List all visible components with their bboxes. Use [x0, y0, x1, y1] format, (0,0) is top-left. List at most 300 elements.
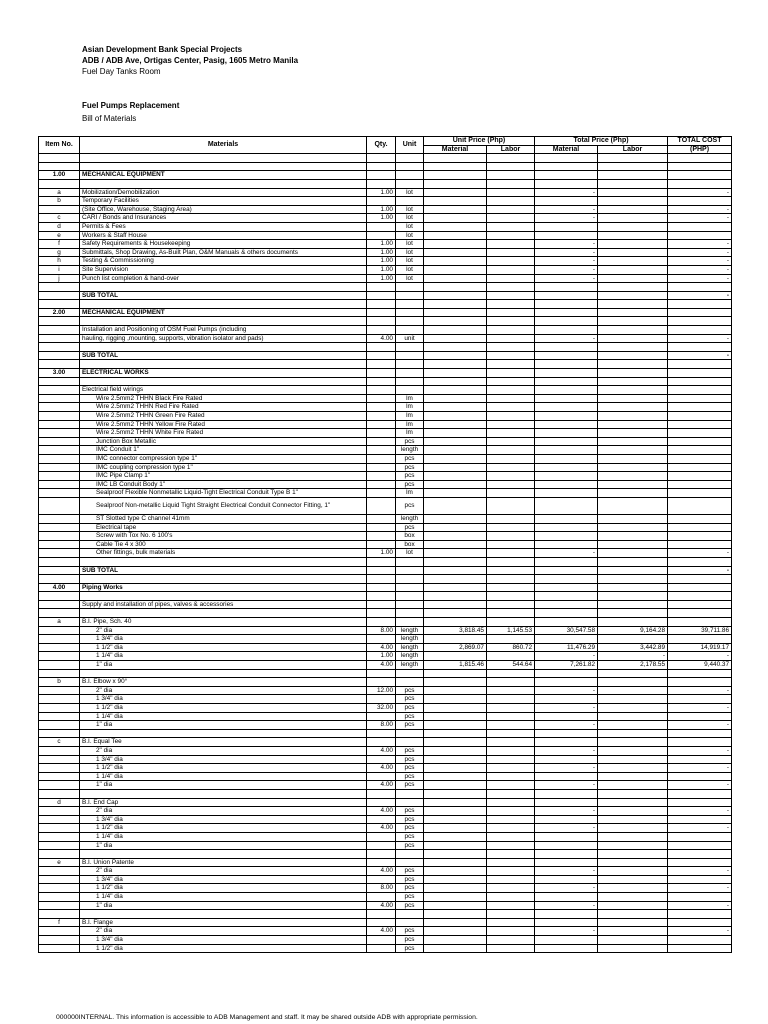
- unit-cell: lot: [396, 231, 424, 240]
- blank-row: [39, 609, 732, 618]
- total-labor-cell: [598, 901, 668, 910]
- unit-material-price-cell: [424, 789, 487, 798]
- table-row: [39, 171, 732, 180]
- table-body: [39, 154, 732, 953]
- unit-material-price-cell: [424, 609, 487, 618]
- total-labor-cell: [598, 807, 668, 816]
- qty-cell: [367, 429, 396, 438]
- total-cost-cell: [668, 600, 732, 609]
- total-cost-cell: 39,711.86: [668, 626, 732, 635]
- item-no-cell: [39, 635, 80, 644]
- unit-cell: [396, 197, 424, 206]
- blank-row: [39, 317, 732, 326]
- total-material-cell: [535, 798, 598, 807]
- qty-cell: [367, 351, 396, 360]
- unit-labor-price-cell: [487, 351, 535, 360]
- table-row: [39, 222, 732, 231]
- total-material-cell: [535, 308, 598, 317]
- blank-row: [39, 729, 732, 738]
- material-cell: 1 3/4" dia: [80, 875, 367, 884]
- material-cell: [80, 729, 367, 738]
- unit-labor-price-cell: [487, 738, 535, 747]
- total-cost-cell: [668, 454, 732, 463]
- item-no-cell: i: [39, 265, 80, 274]
- total-cost-cell: -: [668, 764, 732, 773]
- unit-labor-price-cell: [487, 583, 535, 592]
- qty-cell: [367, 841, 396, 850]
- qty-cell: [367, 755, 396, 764]
- total-material-cell: [535, 918, 598, 927]
- material-cell: SUB TOTAL: [80, 291, 367, 300]
- total-cost-cell: [668, 893, 732, 902]
- total-cost-cell: [668, 463, 732, 472]
- unit-material-price-cell: [424, 910, 487, 919]
- qty-cell: [367, 798, 396, 807]
- total-material-cell: [535, 712, 598, 721]
- unit-material-price-cell: [424, 824, 487, 833]
- unit-cell: length: [396, 446, 424, 455]
- material-cell: SUB TOTAL: [80, 351, 367, 360]
- total-labor-cell: [598, 377, 668, 386]
- table-row: [39, 867, 732, 876]
- total-cost-cell: -: [668, 188, 732, 197]
- material-cell: [80, 317, 367, 326]
- qty-cell: 1.00: [367, 240, 396, 249]
- qty-cell: [367, 532, 396, 541]
- total-cost-cell: [668, 360, 732, 369]
- unit-cell: [396, 600, 424, 609]
- header-item-no: Item No.: [39, 137, 80, 154]
- table-row: [39, 532, 732, 541]
- item-no-cell: [39, 600, 80, 609]
- item-no-cell: [39, 729, 80, 738]
- unit-material-price-cell: [424, 901, 487, 910]
- unit-labor-price-cell: [487, 841, 535, 850]
- material-cell: [80, 179, 367, 188]
- table-row: [39, 944, 732, 953]
- unit-material-price-cell: [424, 635, 487, 644]
- qty-cell: [367, 171, 396, 180]
- total-labor-cell: [598, 188, 668, 197]
- total-labor-cell: [598, 154, 668, 163]
- unit-material-price-cell: [424, 738, 487, 747]
- unit-cell: pcs: [396, 867, 424, 876]
- item-no-cell: [39, 704, 80, 713]
- total-cost-cell: [668, 575, 732, 584]
- unit-material-price-cell: [424, 532, 487, 541]
- table-row: [39, 893, 732, 902]
- table-row: [39, 386, 732, 395]
- unit-labor-price-cell: [487, 446, 535, 455]
- table-row: [39, 429, 732, 438]
- qty-cell: [367, 936, 396, 945]
- qty-cell: [367, 480, 396, 489]
- unit-material-price-cell: [424, 351, 487, 360]
- total-labor-cell: [598, 420, 668, 429]
- qty-cell: [367, 850, 396, 859]
- header-qty: Qty.: [367, 137, 396, 154]
- total-material-cell: -: [535, 188, 598, 197]
- total-cost-cell: [668, 412, 732, 421]
- unit-cell: pcs: [396, 454, 424, 463]
- material-cell: B.I. End Cap: [80, 798, 367, 807]
- unit-labor-price-cell: [487, 927, 535, 936]
- unit-material-price-cell: [424, 807, 487, 816]
- total-material-cell: [535, 575, 598, 584]
- total-material-cell: [535, 446, 598, 455]
- total-labor-cell: [598, 704, 668, 713]
- item-no-cell: [39, 944, 80, 953]
- table-row: [39, 248, 732, 257]
- material-cell: 1 1/4" dia: [80, 832, 367, 841]
- unit-labor-price-cell: [487, 480, 535, 489]
- table-row: [39, 514, 732, 523]
- table-row: [39, 463, 732, 472]
- qty-cell: [367, 910, 396, 919]
- total-labor-cell: [598, 274, 668, 283]
- item-no-cell: [39, 884, 80, 893]
- total-material-cell: [535, 317, 598, 326]
- unit-material-price-cell: [424, 472, 487, 481]
- unit-cell: length: [396, 635, 424, 644]
- unit-material-price-cell: [424, 514, 487, 523]
- table-row: [39, 643, 732, 652]
- unit-labor-price-cell: [487, 231, 535, 240]
- table-row: [39, 918, 732, 927]
- unit-cell: pcs: [396, 497, 424, 514]
- total-labor-cell: [598, 257, 668, 266]
- unit-labor-price-cell: [487, 704, 535, 713]
- total-cost-cell: -: [668, 274, 732, 283]
- total-cost-cell: -: [668, 257, 732, 266]
- qty-cell: 1.00: [367, 205, 396, 214]
- unit-material-price-cell: [424, 154, 487, 163]
- qty-cell: [367, 815, 396, 824]
- total-material-cell: [535, 609, 598, 618]
- unit-cell: pcs: [396, 523, 424, 532]
- qty-cell: 4.00: [367, 781, 396, 790]
- unit-material-price-cell: [424, 704, 487, 713]
- subtitle: Bill of Materials: [82, 114, 137, 123]
- total-labor-cell: [598, 789, 668, 798]
- unit-material-price-cell: [424, 446, 487, 455]
- material-cell: 1 1/4" dia: [80, 652, 367, 661]
- unit-labor-price-cell: 544.64: [487, 661, 535, 670]
- table-row: [39, 523, 732, 532]
- item-no-cell: [39, 514, 80, 523]
- item-no-cell: [39, 910, 80, 919]
- material-cell: Wire 2.5mm2 THHN Green Fire Rated: [80, 412, 367, 421]
- unit-material-price-cell: [424, 497, 487, 514]
- total-material-cell: [535, 635, 598, 644]
- table-row: [39, 772, 732, 781]
- total-cost-cell: [668, 540, 732, 549]
- table-row: [39, 454, 732, 463]
- table-row: [39, 549, 732, 558]
- item-no-cell: [39, 755, 80, 764]
- unit-material-price-cell: [424, 257, 487, 266]
- qty-cell: [367, 386, 396, 395]
- table-row: [39, 746, 732, 755]
- blank-row: [39, 575, 732, 584]
- unit-labor-price-cell: [487, 729, 535, 738]
- total-material-cell: [535, 343, 598, 352]
- unit-cell: pcs: [396, 746, 424, 755]
- total-cost-cell: [668, 472, 732, 481]
- qty-cell: 4.00: [367, 901, 396, 910]
- item-no-cell: 4.00: [39, 583, 80, 592]
- total-labor-cell: [598, 497, 668, 514]
- item-no-cell: [39, 523, 80, 532]
- total-material-cell: 11,476.29: [535, 643, 598, 652]
- qty-cell: [367, 893, 396, 902]
- total-labor-cell: [598, 867, 668, 876]
- table-row: [39, 394, 732, 403]
- unit-material-price-cell: [424, 334, 487, 343]
- total-material-cell: -: [535, 927, 598, 936]
- unit-labor-price-cell: [487, 214, 535, 223]
- table-row: [39, 480, 732, 489]
- total-labor-cell: [598, 222, 668, 231]
- subject-value: Fuel Pumps Replacement: [82, 101, 180, 110]
- item-no-cell: [39, 532, 80, 541]
- unit-material-price-cell: [424, 893, 487, 902]
- unit-material-price-cell: [424, 394, 487, 403]
- blank-row: [39, 850, 732, 859]
- item-no-cell: a: [39, 618, 80, 627]
- unit-labor-price-cell: [487, 472, 535, 481]
- total-labor-cell: [598, 412, 668, 421]
- item-no-cell: [39, 815, 80, 824]
- material-cell: Safety Requirements & Housekeeping: [80, 240, 367, 249]
- material-cell: ST Slotted type C channel 41mm: [80, 514, 367, 523]
- material-cell: 1 3/4" dia: [80, 755, 367, 764]
- table-row: [39, 334, 732, 343]
- unit-cell: lot: [396, 188, 424, 197]
- qty-cell: 4.00: [367, 824, 396, 833]
- total-labor-cell: [598, 300, 668, 309]
- table-row: [39, 901, 732, 910]
- material-cell: 2" dia: [80, 867, 367, 876]
- table-row: [39, 240, 732, 249]
- total-labor-cell: [598, 841, 668, 850]
- blank-row: [39, 592, 732, 601]
- total-labor-cell: [598, 549, 668, 558]
- table-row: [39, 214, 732, 223]
- subtotal-row: [39, 566, 732, 575]
- table-row: [39, 807, 732, 816]
- material-cell: B.I. Union Patente: [80, 858, 367, 867]
- material-cell: Sealproof Flexible Nonmetallic Liquid-Tight Electrical Conduit Type B 1": [80, 489, 367, 498]
- total-cost-cell: [668, 446, 732, 455]
- total-cost-cell: -: [668, 351, 732, 360]
- total-material-cell: [535, 197, 598, 206]
- material-cell: IMC Conduit 1": [80, 446, 367, 455]
- unit-labor-price-cell: [487, 875, 535, 884]
- total-cost-cell: [668, 179, 732, 188]
- unit-cell: pcs: [396, 686, 424, 695]
- unit-labor-price-cell: [487, 265, 535, 274]
- table-header-row: [39, 137, 732, 146]
- material-cell: Screw with Tox No. 6 100's: [80, 532, 367, 541]
- unit-material-price-cell: [424, 454, 487, 463]
- unit-labor-price-cell: [487, 566, 535, 575]
- unit-material-price-cell: [424, 678, 487, 687]
- item-no-cell: [39, 901, 80, 910]
- qty-cell: [367, 437, 396, 446]
- total-labor-cell: [598, 936, 668, 945]
- qty-cell: 4.00: [367, 661, 396, 670]
- unit-labor-price-cell: [487, 326, 535, 335]
- unit-cell: lot: [396, 257, 424, 266]
- unit-cell: pcs: [396, 755, 424, 764]
- total-labor-cell: [598, 884, 668, 893]
- total-material-cell: [535, 910, 598, 919]
- qty-cell: [367, 875, 396, 884]
- material-cell: 1 1/2" dia: [80, 884, 367, 893]
- item-no-cell: f: [39, 918, 80, 927]
- unit-labor-price-cell: [487, 489, 535, 498]
- total-labor-cell: [598, 729, 668, 738]
- unit-labor-price-cell: [487, 360, 535, 369]
- qty-cell: [367, 300, 396, 309]
- unit-labor-price-cell: [487, 936, 535, 945]
- unit-cell: [396, 343, 424, 352]
- material-cell: 2" dia: [80, 626, 367, 635]
- qty-cell: 32.00: [367, 704, 396, 713]
- total-labor-cell: [598, 334, 668, 343]
- blank-row: [39, 343, 732, 352]
- total-material-cell: [535, 326, 598, 335]
- unit-cell: [396, 360, 424, 369]
- header-total-price: Total Price (Php): [535, 137, 668, 146]
- unit-labor-price-cell: [487, 755, 535, 764]
- total-labor-cell: [598, 446, 668, 455]
- total-labor-cell: [598, 781, 668, 790]
- total-material-cell: [535, 291, 598, 300]
- table-row: [39, 858, 732, 867]
- item-no-cell: [39, 394, 80, 403]
- total-material-cell: -: [535, 334, 598, 343]
- unit-cell: [396, 566, 424, 575]
- item-no-cell: e: [39, 231, 80, 240]
- unit-labor-price-cell: [487, 807, 535, 816]
- item-no-cell: [39, 661, 80, 670]
- unit-material-price-cell: [424, 523, 487, 532]
- total-cost-cell: [668, 557, 732, 566]
- total-material-cell: [535, 729, 598, 738]
- unit-cell: pcs: [396, 764, 424, 773]
- item-no-cell: [39, 377, 80, 386]
- total-labor-cell: [598, 815, 668, 824]
- qty-cell: [367, 360, 396, 369]
- total-material-cell: 30,547.58: [535, 626, 598, 635]
- material-cell: [80, 850, 367, 859]
- unit-material-price-cell: [424, 429, 487, 438]
- unit-cell: [396, 729, 424, 738]
- item-no-cell: [39, 162, 80, 171]
- total-labor-cell: [598, 918, 668, 927]
- unit-cell: pcs: [396, 893, 424, 902]
- material-cell: SUB TOTAL: [80, 566, 367, 575]
- material-cell: Submittals, Shop Drawing, As-Built Plan, O&M Manuals & others documents: [80, 248, 367, 257]
- total-cost-cell: [668, 635, 732, 644]
- total-labor-cell: [598, 317, 668, 326]
- unit-labor-price-cell: [487, 824, 535, 833]
- total-labor-cell: [598, 472, 668, 481]
- total-labor-cell: [598, 824, 668, 833]
- unit-cell: [396, 351, 424, 360]
- unit-cell: pcs: [396, 721, 424, 730]
- qty-cell: [367, 583, 396, 592]
- total-cost-cell: [668, 738, 732, 747]
- total-labor-cell: [598, 566, 668, 575]
- table-row: [39, 841, 732, 850]
- table-row: [39, 815, 732, 824]
- item-no-cell: [39, 412, 80, 421]
- qty-cell: 4.00: [367, 807, 396, 816]
- material-cell: 2" dia: [80, 807, 367, 816]
- table-row: [39, 832, 732, 841]
- unit-cell: lm: [396, 489, 424, 498]
- unit-material-price-cell: [424, 652, 487, 661]
- total-labor-cell: [598, 326, 668, 335]
- blank-row: [39, 154, 732, 163]
- item-no-cell: [39, 472, 80, 481]
- table-row: [39, 936, 732, 945]
- header-unit-price: Unit Price (Php): [424, 137, 535, 146]
- unit-cell: [396, 369, 424, 378]
- total-material-cell: [535, 669, 598, 678]
- total-material-cell: [535, 875, 598, 884]
- table-row: [39, 824, 732, 833]
- total-cost-cell: [668, 669, 732, 678]
- total-labor-cell: [598, 755, 668, 764]
- unit-labor-price-cell: [487, 721, 535, 730]
- table-row: [39, 695, 732, 704]
- total-material-cell: [535, 222, 598, 231]
- item-no-cell: d: [39, 798, 80, 807]
- unit-labor-price-cell: [487, 257, 535, 266]
- unit-labor-price-cell: [487, 523, 535, 532]
- total-cost-cell: -: [668, 807, 732, 816]
- total-material-cell: -: [535, 248, 598, 257]
- qty-cell: 1.00: [367, 549, 396, 558]
- material-cell: Temporary Facilities: [80, 197, 367, 206]
- material-cell: IMC connector compression type 1": [80, 454, 367, 463]
- unit-labor-price-cell: [487, 635, 535, 644]
- total-labor-cell: [598, 480, 668, 489]
- item-no-cell: [39, 291, 80, 300]
- total-cost-cell: -: [668, 566, 732, 575]
- total-labor-cell: [598, 798, 668, 807]
- total-cost-cell: [668, 583, 732, 592]
- unit-material-price-cell: [424, 386, 487, 395]
- total-cost-cell: [668, 369, 732, 378]
- unit-labor-price-cell: [487, 609, 535, 618]
- unit-labor-price-cell: [487, 429, 535, 438]
- item-no-cell: [39, 557, 80, 566]
- unit-cell: [396, 669, 424, 678]
- qty-cell: 1.00: [367, 265, 396, 274]
- item-no-cell: [39, 420, 80, 429]
- material-cell: MECHANICAL EQUIPMENT: [80, 308, 367, 317]
- total-material-cell: 7,261.82: [535, 661, 598, 670]
- material-cell: [80, 283, 367, 292]
- total-labor-cell: [598, 403, 668, 412]
- unit-labor-price-cell: [487, 197, 535, 206]
- material-cell: IMC coupling compression type 1": [80, 463, 367, 472]
